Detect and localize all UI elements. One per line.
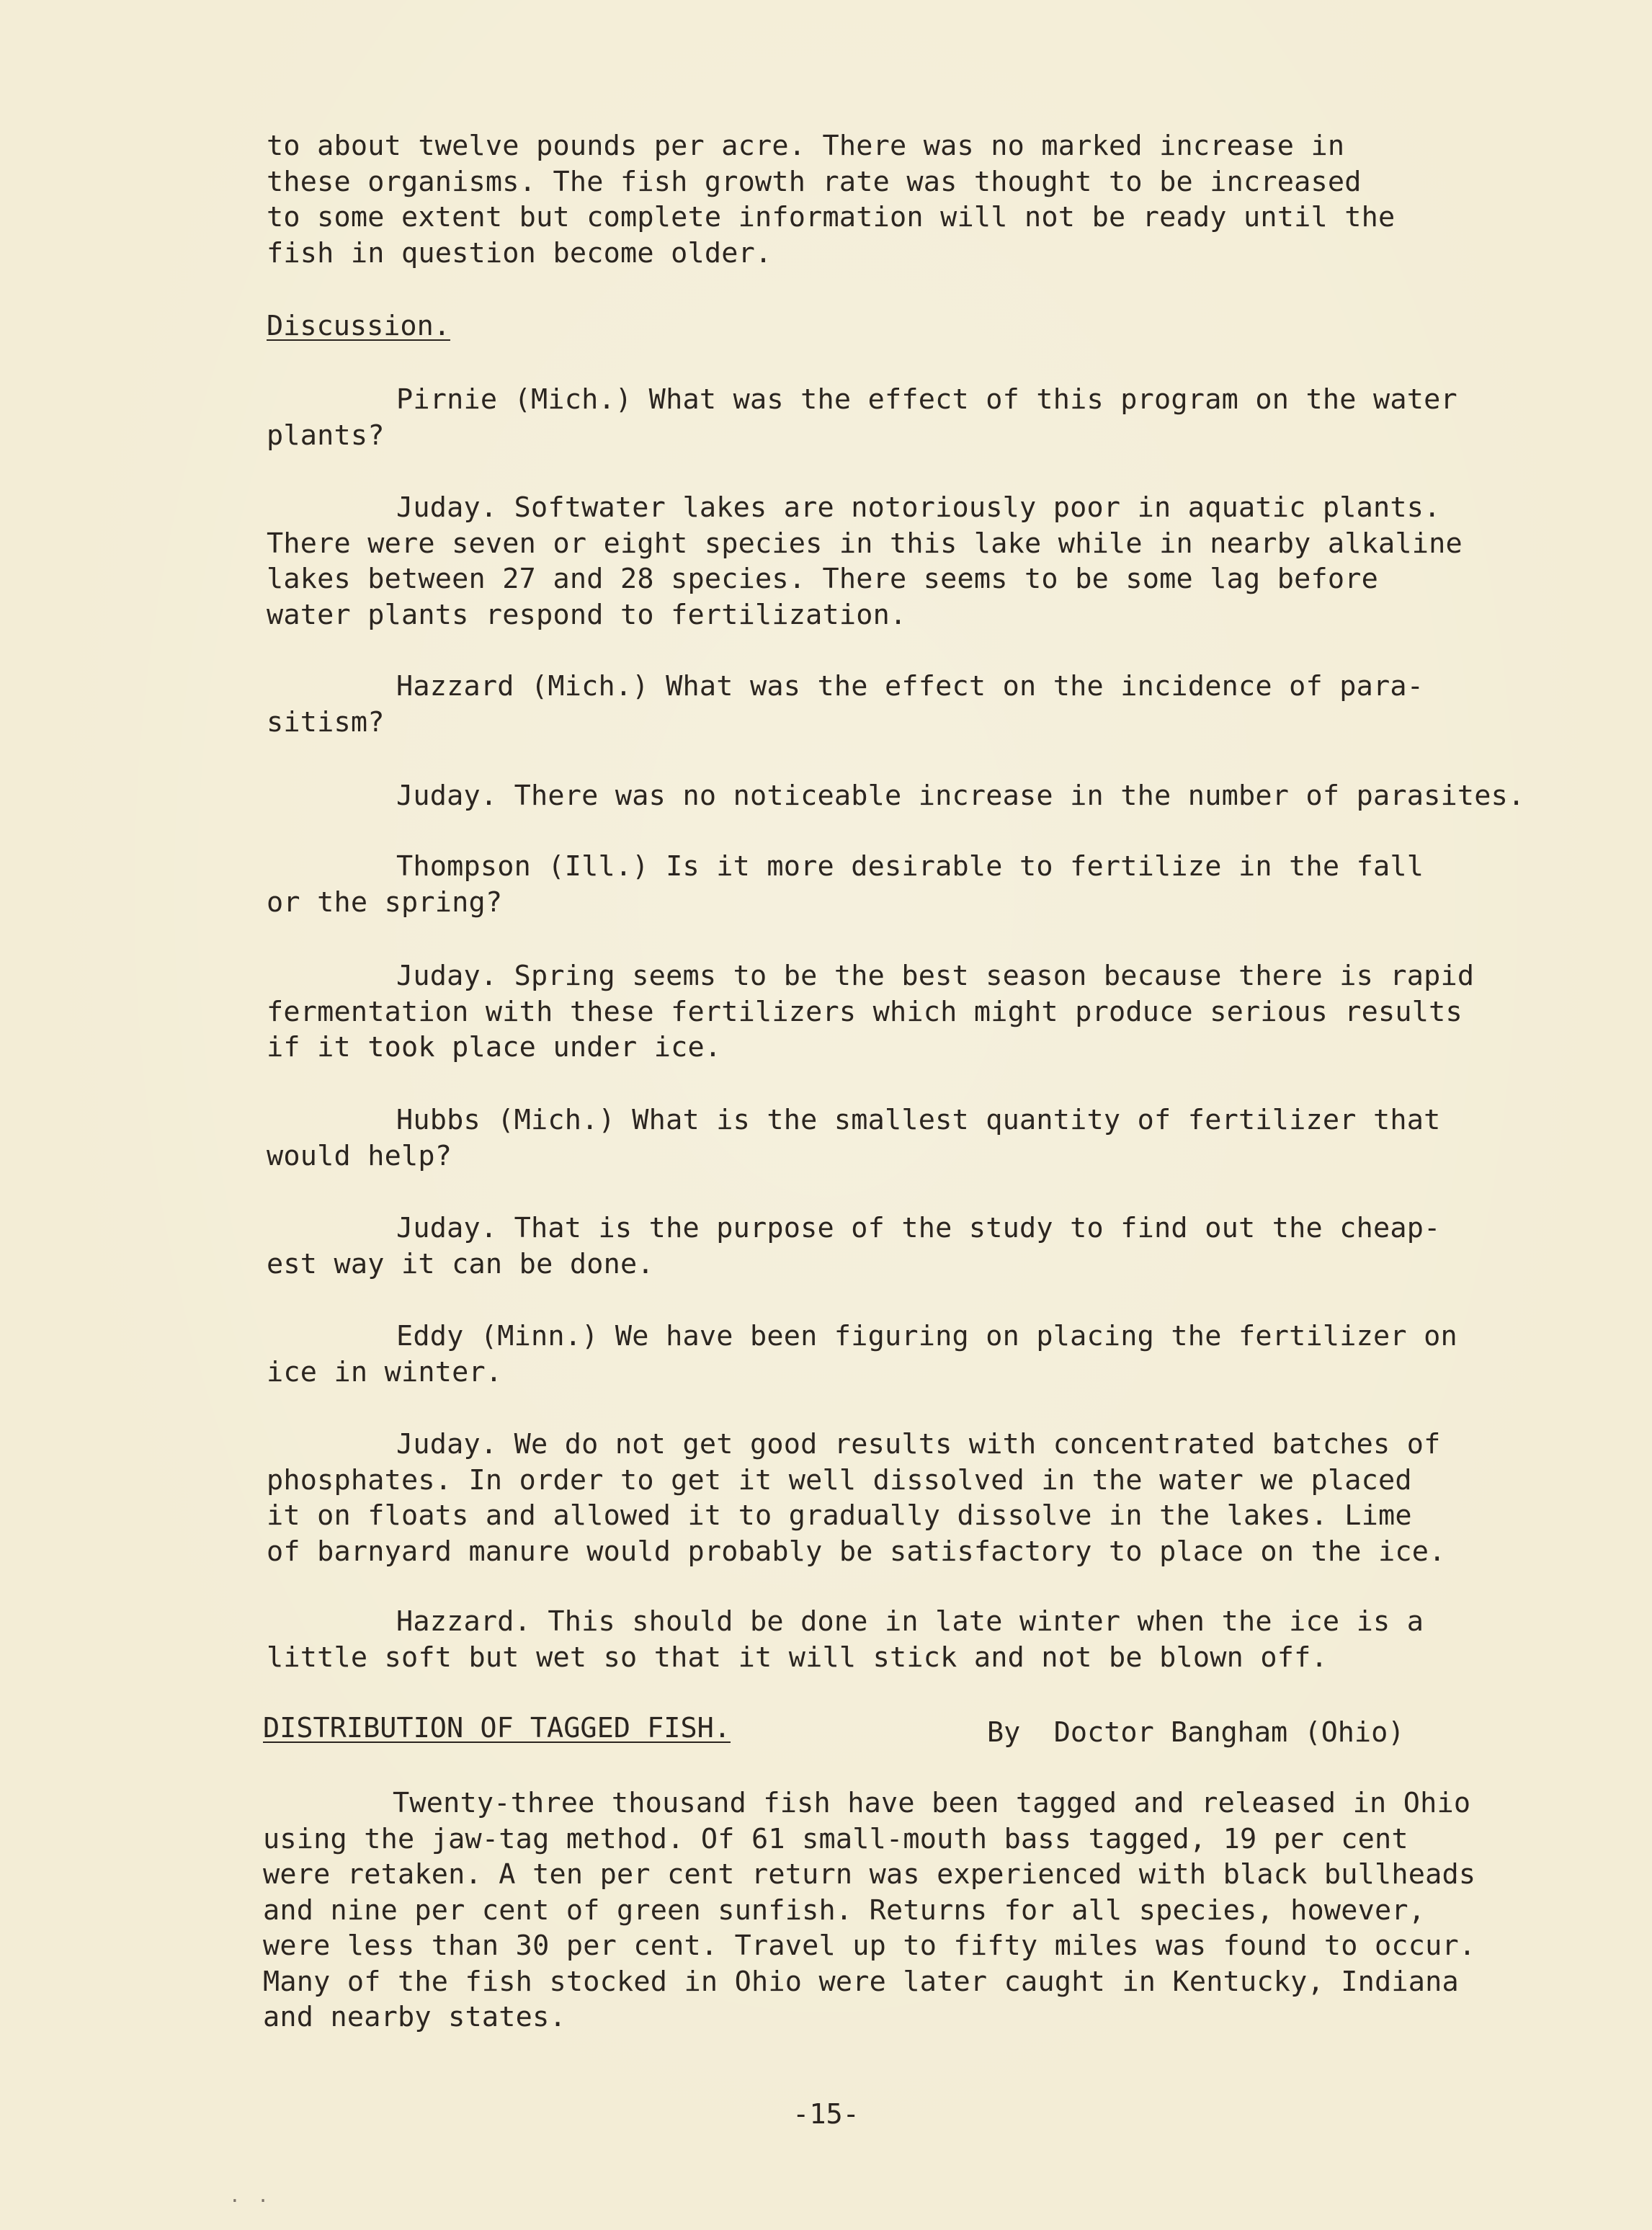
discussion-heading: Discussion.	[267, 310, 450, 342]
answer-juday-plants: Juday. Softwater lakes are notoriously poor in aquatic plants. There were seven or eight species in this lake while in nearby alkaline lakes between 27 and 28 species. There seems to be some lag before water plants respond to fertilization.	[267, 491, 1463, 631]
question-eddy: Eddy (Minn.) We have been figuring on placing the fertilizer on ice in winter.	[267, 1320, 1457, 1388]
question-pirnie: Pirnie (Mich.) What was the effect of this program on the water plants?	[267, 383, 1457, 452]
answer-juday-cheapest: Juday. That is the purpose of the study to find out the cheap- est way it can be done.	[267, 1212, 1441, 1280]
answer-juday-parasites: Juday. There was no noticeable increase in the number of parasites.	[396, 780, 1525, 812]
page-number: -15-	[792, 2098, 860, 2131]
section-byline: By Doctor Bangham (Ohio)	[987, 1716, 1405, 1749]
comment-hazzard: Hazzard. This should be done in late winter when the ice is a little soft but wet so that it will stick and not be blown off.	[267, 1605, 1424, 1674]
section-heading-tagged-fish: DISTRIBUTION OF TAGGED FISH.	[263, 1712, 731, 1744]
answer-juday-season: Juday. Spring seems to be the best season because there is rapid fermentation with these fertilizers which might produce serious results if it took place under ice.	[267, 960, 1475, 1063]
question-hazzard-parasitism: Hazzard (Mich.) What was the effect on the incidence of para- sitism?	[267, 670, 1424, 739]
question-hubbs: Hubbs (Mich.) What is the smallest quantity of fertilizer that would help?	[267, 1104, 1441, 1172]
paragraph-tagging-results: Twenty-three thousand fish have been tagged and released in Ohio using the jaw-tag method. Of 61 small-mouth bass tagged, 19 per cent were retaken. A ten per cent return was experienced with black bullheads and nine per cent of green sunfish. Returns for all species, however, were less than 30 per cent. Travel up to fifty miles was found to occur. Many of the fish stocked in Ohio were later caught in Kentucky, Indiana and nearby states.	[263, 1787, 1476, 2033]
paper-speck: · ·	[229, 2190, 272, 2212]
paragraph-fertilization-results: to about twelve pounds per acre. There was no marked increase in these organisms. The fish growth rate was thought to be increased to some extent but complete information will not be ready until the fish in question become older.	[267, 130, 1396, 269]
answer-juday-phosphates: Juday. We do not get good results with concentrated batches of phosphates. In order to get it well dissolved in the water we placed it on floats and allowed it to gradually dissolve in the lakes. Lime of barnyard manure would probably be satisfactory to place on the ice.	[267, 1428, 1446, 1568]
question-thompson: Thompson (Ill.) Is it more desirable to fertilize in the fall or the spring?	[267, 850, 1424, 919]
